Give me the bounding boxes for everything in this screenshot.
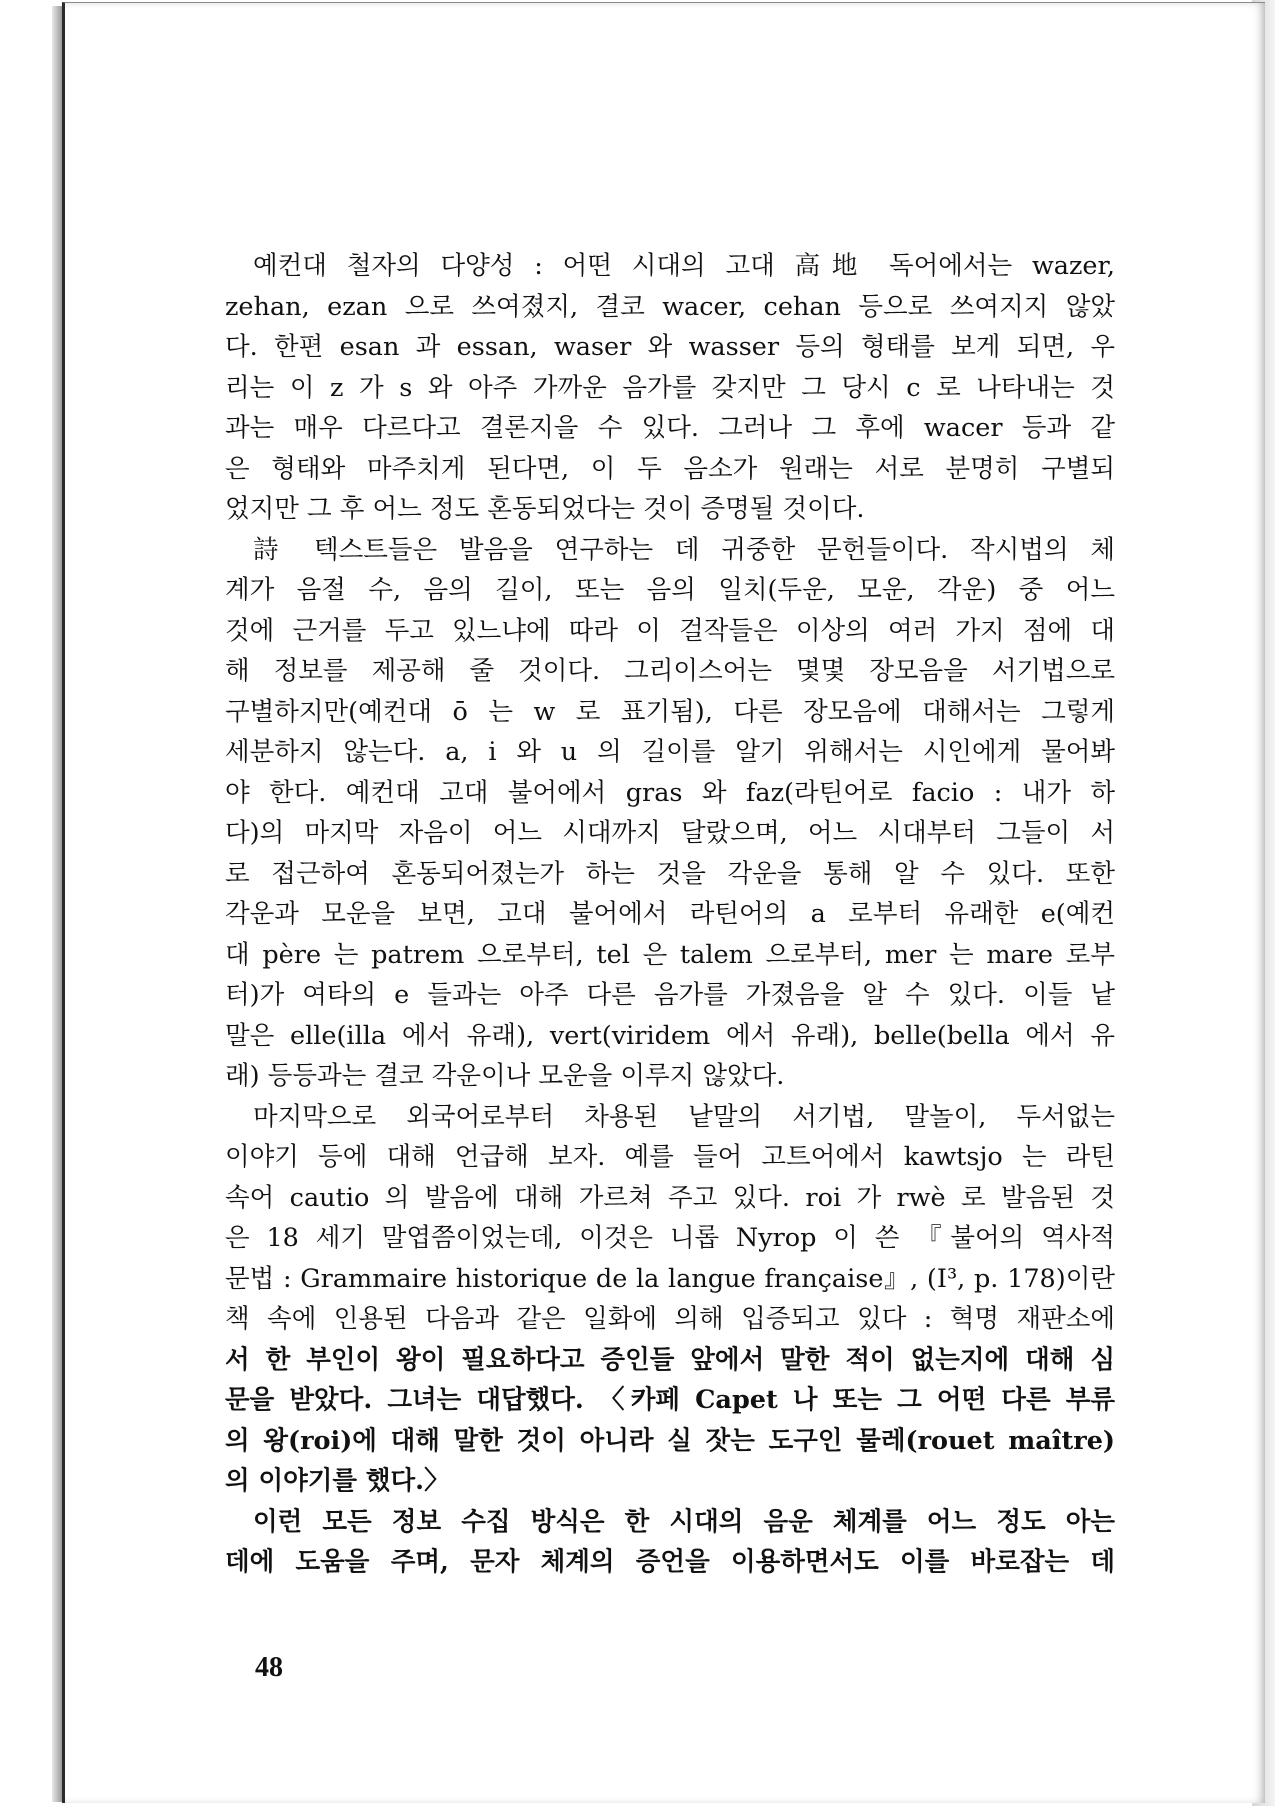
paragraph-2 (225, 530, 1115, 1097)
text-line: 의 왕(roi)에 대해 말한 것이 아니라 실 잣는 도구인 물레(rouet maître) (225, 1425, 1115, 1456)
text-line: 대 père 는 patrem 으로부터, tel 은 talem 으로부터, mer 는 mare 로부 (225, 939, 1115, 970)
text-line: 속어 cautio 의 발음에 대해 가르쳐 주고 있다. roi 가 rwè 로 발음된 것 (225, 1182, 1115, 1213)
text-line: 구별하지만(예컨대 ō 는 w 로 표기됨), 다른 장모음에 대해서는 그렇게 (225, 696, 1115, 727)
paragraph-4 (225, 1502, 1115, 1583)
text-line: 래) 등등과는 결코 각운이나 모운을 이루지 않았다. (225, 1061, 785, 1091)
text-line: 리는 이 z 가 s 와 아주 가까운 음가를 갖지만 그 당시 c 로 나타내는 것 (225, 372, 1115, 403)
text-line: 서 한 부인이 왕이 필요하다고 증인들 앞에서 말한 적이 없는지에 대해 심 (225, 1344, 1115, 1375)
text-line: 은 18 세기 말엽쯤이었는데, 이것은 니롭 Nyrop 이 쓴 『불어의 역사적 (225, 1223, 1115, 1253)
text-line: 예컨대 철자의 다양성 : 어떤 시대의 고대 高地 독어에서는 wazer, (253, 251, 1115, 281)
text-line: 것에 근거를 두고 있느냐에 따라 이 걸작들은 이상의 여러 가지 점에 대 (225, 615, 1115, 646)
text-line: 문법 : Grammaire historique de la langue française』, (I³, p. 178)이란 (225, 1263, 1115, 1294)
text-line: 마지막으로 외국어로부터 차용된 낱말의 서기법, 말놀이, 두서없는 (253, 1101, 1115, 1132)
text-line: zehan, ezan 으로 쓰여졌지, 결코 wacer, cehan 등으로 쓰여지지 않았 (225, 291, 1115, 322)
text-line: 과는 매우 다르다고 결론지을 수 있다. 그러나 그 후에 wacer 등과 같 (225, 413, 1115, 443)
text-line: 터)가 여타의 e 들과는 아주 다른 음가를 가졌음을 알 수 있다. 이들 낱 (225, 980, 1115, 1010)
text-line: 데에 도움을 주며, 문자 체계의 증언을 이용하면서도 이를 바로잡는 데 (225, 1547, 1115, 1577)
text-line: 해 정보를 제공해 줄 것이다. 그리이스어는 몇몇 장모음을 서기법으로 (225, 656, 1115, 686)
text-line: 책 속에 인용된 다음과 같은 일화에 의해 입증되고 있다 : 혁명 재판소에 (225, 1304, 1115, 1334)
text-line: 었지만 그 후 어느 정도 혼동되었다는 것이 증명될 것이다. (225, 494, 865, 524)
text-line: 다)의 마지막 자음이 어느 시대까지 달랐으며, 어느 시대부터 그들이 서 (225, 818, 1115, 848)
text-line: 이런 모든 정보 수집 방식은 한 시대의 음운 체계를 어느 정도 아는 (253, 1506, 1115, 1537)
text-line: 의 이야기를 했다.〉 (225, 1466, 450, 1496)
page-number: 48 (255, 1652, 283, 1683)
text-line: 로 접근하여 혼동되어졌는가 하는 것을 각운을 통해 알 수 있다. 또한 (225, 858, 1115, 889)
text-line: 이야기 등에 대해 언급해 보자. 예를 들어 고트어에서 kawtsjo 는 라틴 (225, 1142, 1115, 1172)
text-line: 詩 텍스트들은 발음을 연구하는 데 귀중한 문헌들이다. 작시법의 체 (253, 534, 1115, 565)
body-text (225, 246, 1115, 1583)
text-line: 문을 받았다. 그녀는 대답했다. 〈카페 Capet 나 또는 그 어떤 다른 부류 (225, 1385, 1115, 1415)
page-fold-shadow (52, 6, 62, 1802)
text-line: 은 형태와 마주치게 된다면, 이 두 음소가 원래는 서로 분명히 구별되 (225, 453, 1115, 484)
text-line: 야 한다. 예컨대 고대 불어에서 gras 와 faz(라틴어로 facio : 내가 하 (225, 777, 1115, 808)
text-line: 각운과 모운을 보면, 고대 불어에서 라틴어의 a 로부터 유래한 e(예컨 (225, 899, 1115, 929)
paragraph-3 (225, 1097, 1115, 1502)
text-line: 다. 한편 esan 과 essan, waser 와 wasser 등의 형태를 보게 되면, 우 (225, 332, 1115, 362)
text-line: 말은 elle(illa 에서 유래), vert(viridem 에서 유래), belle(bella 에서 유 (225, 1020, 1115, 1051)
paragraph-1 (225, 246, 1115, 530)
text-line: 세분하지 않는다. a, i 와 u 의 길이를 알기 위해서는 시인에게 물어봐 (225, 737, 1115, 767)
text-line: 계가 음절 수, 음의 길이, 또는 음의 일치(두운, 모운, 각운) 중 어느 (225, 575, 1115, 605)
